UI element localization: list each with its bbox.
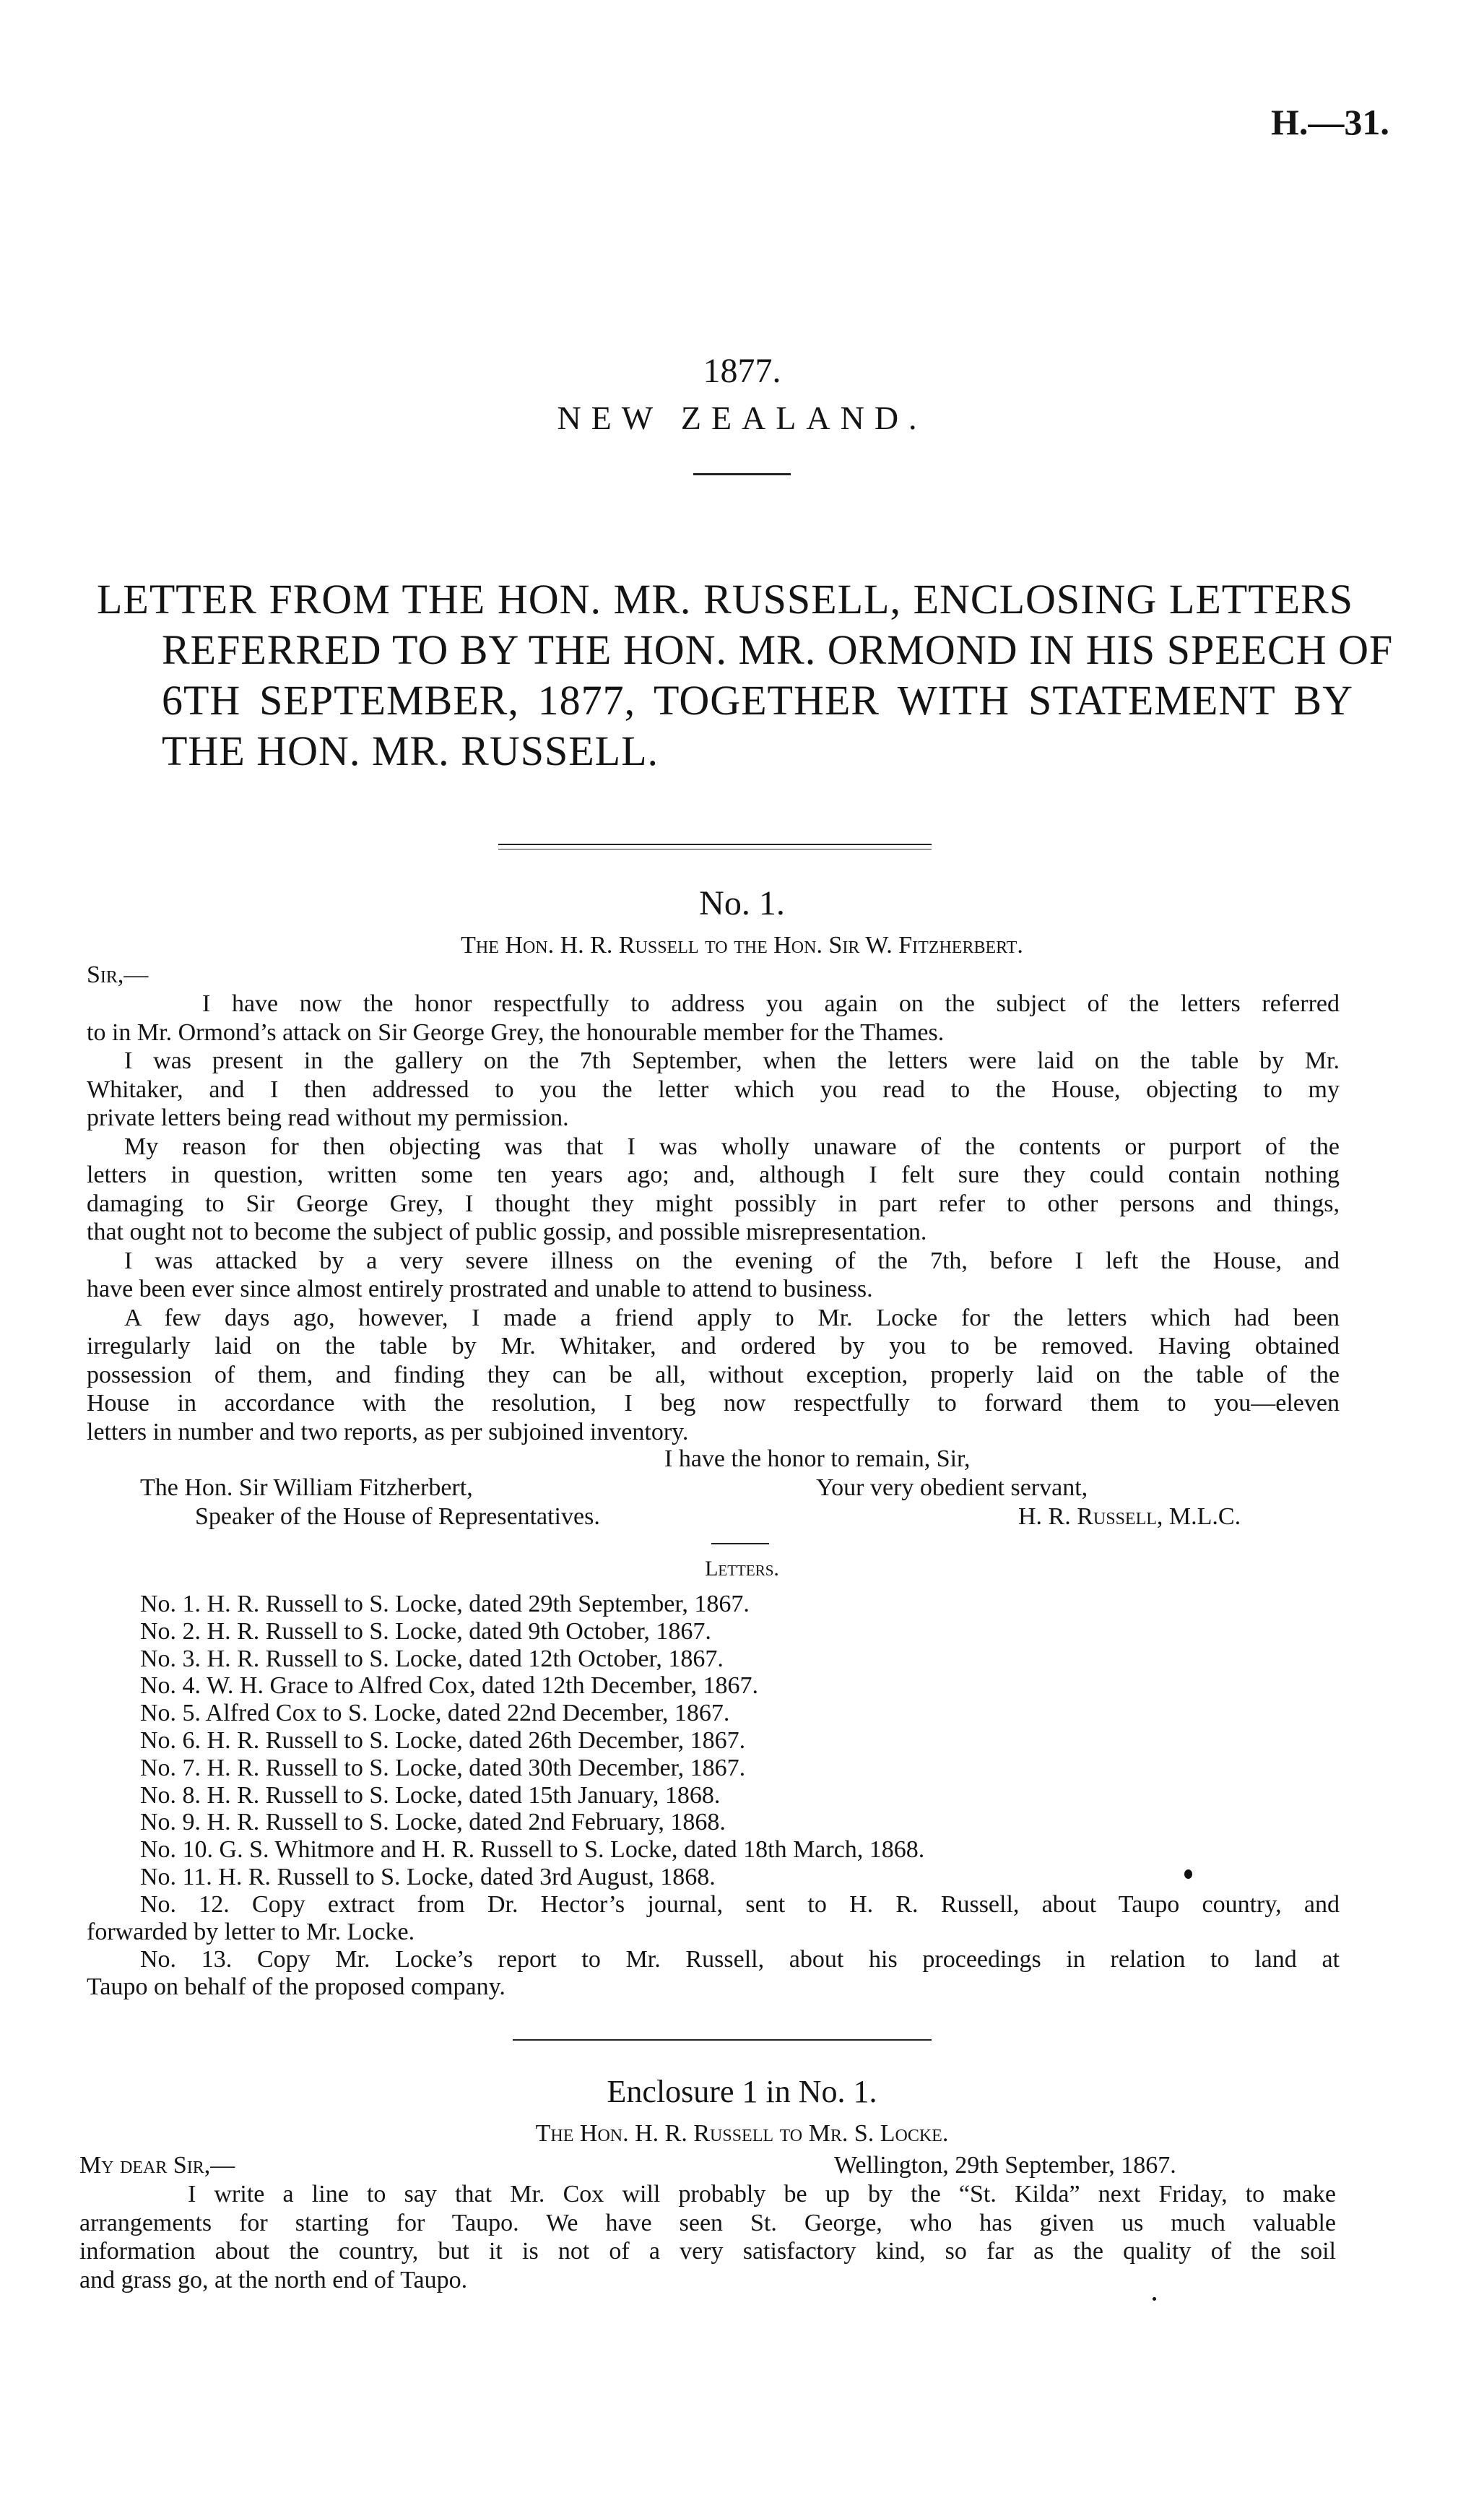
text-line: No. 12. Copy extract from Dr. Hector’s journal, sent to H. R. Russell, about Taupo country, and — [140, 1891, 1340, 1918]
list-item: No. 8. H. R. Russell to S. Locke, dated 15th January, 1868. — [140, 1781, 721, 1809]
list-item: No. 2. H. R. Russell to S. Locke, dated 9th October, 1867. — [140, 1617, 711, 1645]
list-item: No. 9. H. R. Russell to S. Locke, dated 2nd February, 1868. — [140, 1809, 726, 1836]
document-reference: H.—31. — [1271, 102, 1389, 142]
text-line: private letters being read without my permission. — [87, 1104, 569, 1131]
enclosure-heading: Enclosure 1 in No. 1. — [607, 2074, 877, 2109]
ink-blot — [1184, 1869, 1192, 1879]
document-country: NEW ZEALAND. — [557, 399, 927, 436]
text-line: damaging to Sir George Grey, I thought they might possibly in part refer to other persons and things, — [87, 1190, 1340, 1217]
list-item: No. 10. G. S. Whitmore and H. R. Russell to S. Locke, dated 18th March, 1868. — [140, 1836, 925, 1864]
list-item-12 — [87, 1891, 1340, 1946]
title-line: REFERRED TO BY THE HON. MR. ORMOND IN HIS SPEECH OF — [162, 626, 1394, 673]
ink-speck — [1153, 2297, 1156, 2301]
list-item: No. 1. H. R. Russell to S. Locke, dated 29th September, 1867. — [140, 1591, 750, 1617]
text-line: I write a line to say that Mr. Cox will probably be up by the “St. Kilda” next Friday, to make — [188, 2181, 1336, 2208]
divider — [693, 473, 791, 475]
title-line: LETTER FROM THE HON. MR. RUSSELL, ENCLOSING LETTERS — [97, 576, 1353, 623]
list-item: No. 4. W. H. Grace to Alfred Cox, dated 12th December, 1867. — [140, 1672, 758, 1700]
divider — [513, 2039, 932, 2041]
addressee-title: Speaker of the House of Representatives. — [195, 1503, 600, 1530]
title-line: 6TH SEPTEMBER, 1877, TOGETHER WITH STATEMENT BY — [162, 677, 1353, 724]
list-item: No. 3. H. R. Russell to S. Locke, dated 12th October, 1867. — [140, 1645, 724, 1672]
text-line: arrangements for starting for Taupo. We have seen St. George, who has given us much valuable — [79, 2209, 1336, 2236]
title-line: THE HON. MR. RUSSELL. — [162, 727, 659, 774]
text-line: and grass go, at the north end of Taupo. — [79, 2266, 468, 2293]
text-line: No. 13. Copy Mr. Locke’s report to Mr. Russell, about his proceedings in relation to land at — [140, 1946, 1340, 1973]
addressee-name: The Hon. Sir William Fitzherbert, — [140, 1474, 473, 1501]
enclosure-place-date: Wellington, 29th September, 1867. — [834, 2152, 1176, 2179]
signature-valediction: Your very obedient servant, — [816, 1474, 1088, 1501]
list-item-13 — [87, 1946, 1340, 2001]
text-line: have been ever since almost entirely prostrated and unable to attend to business. — [87, 1276, 873, 1302]
enclosure-salutation: My dear Sir,— — [79, 2152, 235, 2179]
list-item: No. 7. H. R. Russell to S. Locke, dated 30th December, 1867. — [140, 1754, 746, 1781]
text-line: letters in question, written some ten years ago; and, although I felt sure they could contain nothing — [87, 1162, 1340, 1188]
text-line: I was present in the gallery on the 7th September, when the letters were laid on the table by Mr. — [124, 1047, 1340, 1074]
letter-body — [87, 990, 1340, 1446]
list-item: No. 11. H. R. Russell to S. Locke, dated 3rd August, 1868. — [140, 1863, 716, 1890]
document-year: 1877. — [703, 352, 781, 390]
list-item: No. 6. H. R. Russell to S. Locke, dated 26th December, 1867. — [140, 1726, 746, 1754]
text-line: irregularly laid on the table by Mr. Whitaker, and ordered by you to be removed. Having obtained — [87, 1333, 1340, 1359]
text-line: information about the country, but it is not of a very satisfactory kind, so far as the quality of the soil — [79, 2238, 1336, 2265]
text-line: My reason for then objecting was that I was wholly unaware of the contents or purport of the — [124, 1133, 1340, 1160]
letters-list — [140, 1591, 924, 1891]
document-title — [97, 574, 1394, 777]
text-line: A few days ago, however, I made a friend apply to Mr. Locke for the letters which had been — [124, 1304, 1340, 1331]
enclosure-body — [79, 2180, 1336, 2294]
letters-heading: Letters. — [705, 1557, 779, 1581]
text-line: possession of them, and finding they can be all, without exception, properly laid on the table of the — [87, 1361, 1340, 1388]
divider — [498, 844, 932, 845]
divider — [711, 1543, 769, 1544]
text-line: House in accordance with the resolution, I beg now respectfully to forward them to you—eleven — [87, 1390, 1340, 1417]
text-line: that ought not to become the subject of public gossip, and possible misrepresentation. — [87, 1219, 927, 1245]
salutation: Sir,— — [87, 961, 149, 988]
text-line: Taupo on behalf of the proposed company. — [87, 1973, 505, 2000]
text-line: forwarded by letter to Mr. Locke. — [87, 1918, 415, 1945]
letter-from-to: The Hon. H. R. Russell to the Hon. Sir W. Fitzherbert. — [461, 932, 1023, 959]
enclosure-from-to: The Hon. H. R. Russell to Mr. S. Locke. — [535, 2120, 949, 2147]
section-heading-no1: No. 1. — [699, 884, 785, 922]
list-item: No. 5. Alfred Cox to S. Locke, dated 22nd December, 1867. — [140, 1700, 730, 1727]
text-line: to in Mr. Ormond’s attack on Sir George Grey, the honourable member for the Thames. — [87, 1019, 945, 1046]
text-line: I was attacked by a very severe illness on the evening of the 7th, before I left the House, and — [124, 1247, 1340, 1274]
text-line: letters in number and two reports, as per subjoined inventory. — [87, 1418, 689, 1445]
text-line: I have now the honor respectfully to address you again on the subject of the letters referred — [202, 990, 1340, 1017]
signature-name: H. R. Russell, M.L.C. — [1018, 1503, 1241, 1530]
text-line: Whitaker, and I then addressed to you the letter which you read to the House, objecting to my — [87, 1076, 1340, 1103]
closing-line: I have the honor to remain, Sir, — [664, 1445, 971, 1472]
